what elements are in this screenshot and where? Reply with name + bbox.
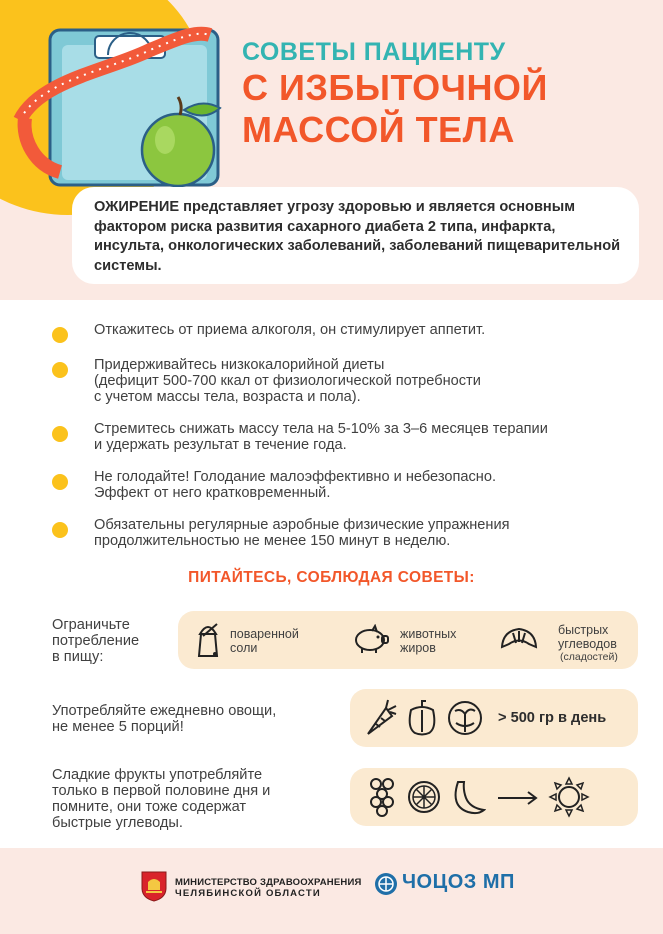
bullet-dot (52, 426, 68, 442)
title-line-3: МАССОЙ ТЕЛА (242, 109, 515, 150)
bullet-dot (52, 327, 68, 343)
section-subtitle: ПИТАЙТЕСЬ, СОБЛЮДАЯ СОВЕТЫ: (188, 569, 475, 586)
limit-salt-text: поваренной соли (230, 627, 299, 655)
tip-text: Обязательны регулярные аэробные физические упражнения продолжительностью не менее 150 минут в неделю. (94, 517, 510, 549)
limit-carbs-note: (сладостей) (560, 651, 618, 663)
tip-text: Не голодайте! Голодание малоэффективно и небезопасно. Эффект от него кратковременный. (94, 469, 497, 501)
ministry-name (175, 877, 362, 899)
bullet-dot (52, 522, 68, 538)
intro-box (72, 187, 639, 284)
pig-icon (352, 624, 390, 654)
title-line-1: СОВЕТЫ ПАЦИЕНТУ (242, 38, 506, 66)
bullet-dot (52, 362, 68, 378)
tip-text: Стремитесь снижать массу тела на 5-10% за 3–6 месяцев терапии и удержать результат в течение года. (94, 421, 548, 453)
banana-icon (450, 778, 486, 816)
limit-label: Ограничьте потребление в пищу: (52, 617, 140, 665)
tip-item (52, 421, 652, 453)
tip-text: Откажитесь от приема алкоголя, он стимулирует аппетит. (94, 322, 486, 338)
tip-item (52, 322, 652, 338)
vegetables-label: Употребляйте ежедневно овощи, не менее 5 порций! (52, 703, 277, 735)
grapes-icon (366, 776, 400, 818)
page-title (242, 37, 652, 151)
carrot-icon (364, 698, 398, 738)
vegetables-amount: > 500 гр в день (498, 710, 607, 726)
globe-logo-icon (374, 872, 398, 896)
tips-list (52, 322, 652, 549)
tip-item (52, 469, 652, 501)
sun-icon (548, 776, 590, 818)
ministry-line-2: ЧЕЛЯБИНСКОЙ ОБЛАСТИ (175, 888, 321, 899)
intro-text: ОЖИРЕНИЕ представляет угрозу здоровью и является основным фактором риска развития сахарного диабета 2 типа, инфаркта, инсульта, онкологических заболеваний, заболеваний пищеварительной системы. (94, 199, 621, 274)
limit-fat-text: животных жиров (400, 627, 457, 655)
cabbage-icon (446, 697, 484, 737)
salt-shaker-icon (196, 620, 220, 658)
fruits-label: Сладкие фрукты употребляйте только в первой половине дня и помните, они тоже содержат быстрые углеводы. (52, 767, 271, 831)
chelyabinsk-emblem-icon (140, 870, 168, 902)
tip-text: Придерживайтесь низкокалорийной диеты (дефицит 500-700 ккал от физиологической потребности с учетом массы тела, возраста и пола). (94, 357, 481, 405)
limit-carbs-text: быстрых углеводов (558, 623, 617, 651)
bullet-dot (52, 474, 68, 490)
title-line-2: С ИЗБЫТОЧНОЙ (242, 67, 548, 108)
orange-slice-icon (406, 779, 442, 815)
org-name: ЧОЦОЗ МП (402, 871, 515, 893)
scale-and-apple-illustration (0, 0, 240, 205)
pepper-icon (405, 698, 439, 736)
arrow-right-icon (496, 790, 540, 806)
croissant-icon (499, 625, 539, 653)
tip-item (52, 357, 652, 405)
ministry-line-1: МИНИСТЕРСТВО ЗДРАВООХРАНЕНИЯ (175, 877, 362, 888)
tip-item (52, 517, 652, 549)
